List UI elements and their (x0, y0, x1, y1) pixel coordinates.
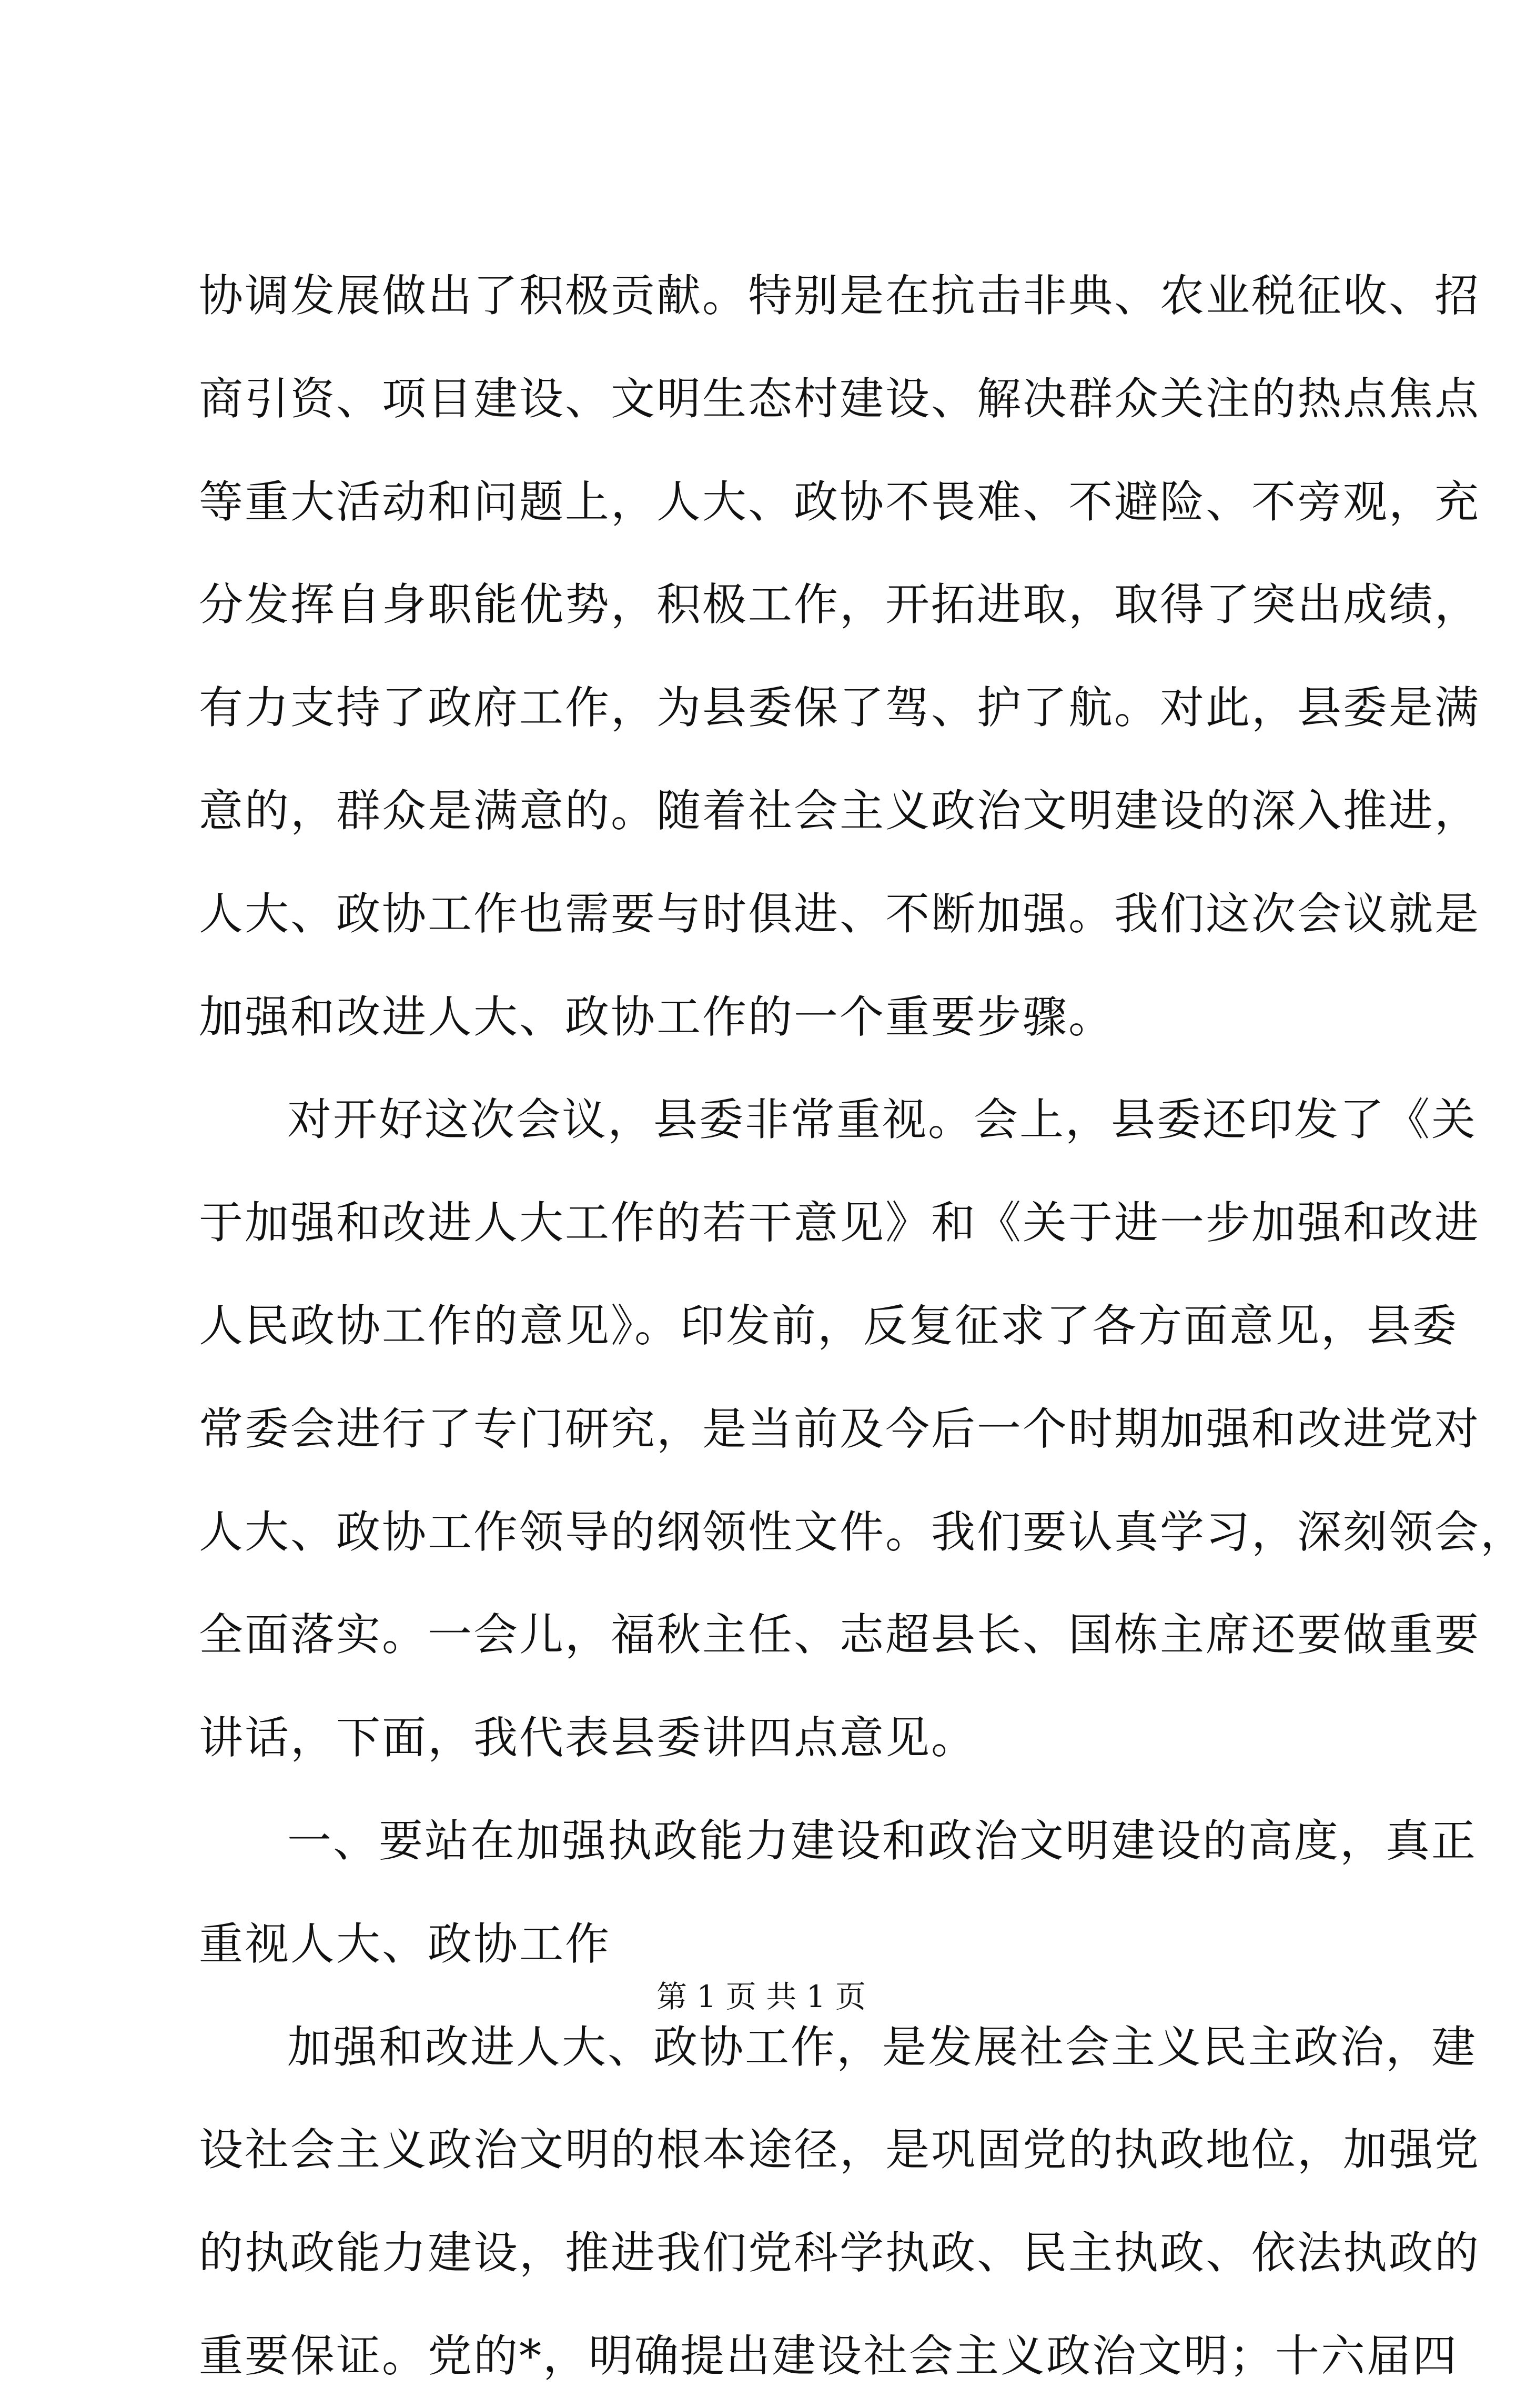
text-line: 人大、政协工作领导的纲领性文件。我们要认真学习，深刻领会， (199, 1506, 1526, 1558)
text-line: 协调发展做出了积极贡献。特别是在抗击非典、农业税征收、招 (199, 270, 1481, 321)
text-line: 人民政协工作的意见》。印发前，反复征求了各方面意见，县委 (199, 1299, 1459, 1352)
paragraph-start-line: 对开好这次会议，县委非常重视。会上，县委还印发了《关 (287, 1094, 1478, 1146)
section-heading-line: 重视人大、政协工作 (199, 1918, 611, 1970)
text-line: 人大、政协工作也需要与时俱进、不断加强。我们这次会议就是 (199, 888, 1481, 940)
text-line: 分发挥自身职能优势，积极工作，开拓进取，取得了突出成绩， (199, 579, 1481, 631)
document-body (199, 245, 1526, 2408)
text-line: 重要保证。党的*，明确提出建设社会主义政治文明；十六届四 (199, 2330, 1459, 2382)
text-line: 全面落实。一会儿，福秋主任、志超县长、国栋主席还要做重要 (199, 1609, 1481, 1661)
text-line: 有力支持了政府工作，为县委保了驾、护了航。对此，县委是满 (199, 682, 1481, 734)
text-line: 设社会主义政治文明的根本途径，是巩固党的执政地位，加强党 (199, 2124, 1481, 2176)
text-line: 商引资、项目建设、文明生态村建设、解决群众关注的热点焦点 (199, 372, 1481, 425)
text-line: 意的，群众是满意的。随着社会主义政治文明建设的深入推进， (199, 784, 1481, 837)
text-line: 的执政能力建设，推进我们党科学执政、民主执政、依法执政的 (199, 2227, 1481, 2279)
text-line: 讲话，下面，我代表县委讲四点意见。 (199, 1712, 977, 1764)
paragraph-start-line: 加强和改进人大、政协工作，是发展社会主义民主政治，建 (287, 2021, 1478, 2073)
section-heading-line: 一、要站在加强执政能力建设和政治文明建设的高度，真正 (287, 1815, 1478, 1867)
page-number-footer: 第 1 页 共 1 页 (656, 1979, 866, 2014)
text-line: 等重大活动和问题上，人大、政协不畏难、不避险、不旁观，充 (199, 476, 1481, 528)
text-line: 于加强和改进人大工作的若干意见》和《关于进一步加强和改进 (199, 1197, 1481, 1249)
text-line: 常委会进行了专门研究，是当前及今后一个时期加强和改进党对 (199, 1403, 1481, 1455)
text-line: 加强和改进人大、政协工作的一个重要步骤。 (199, 991, 1115, 1043)
